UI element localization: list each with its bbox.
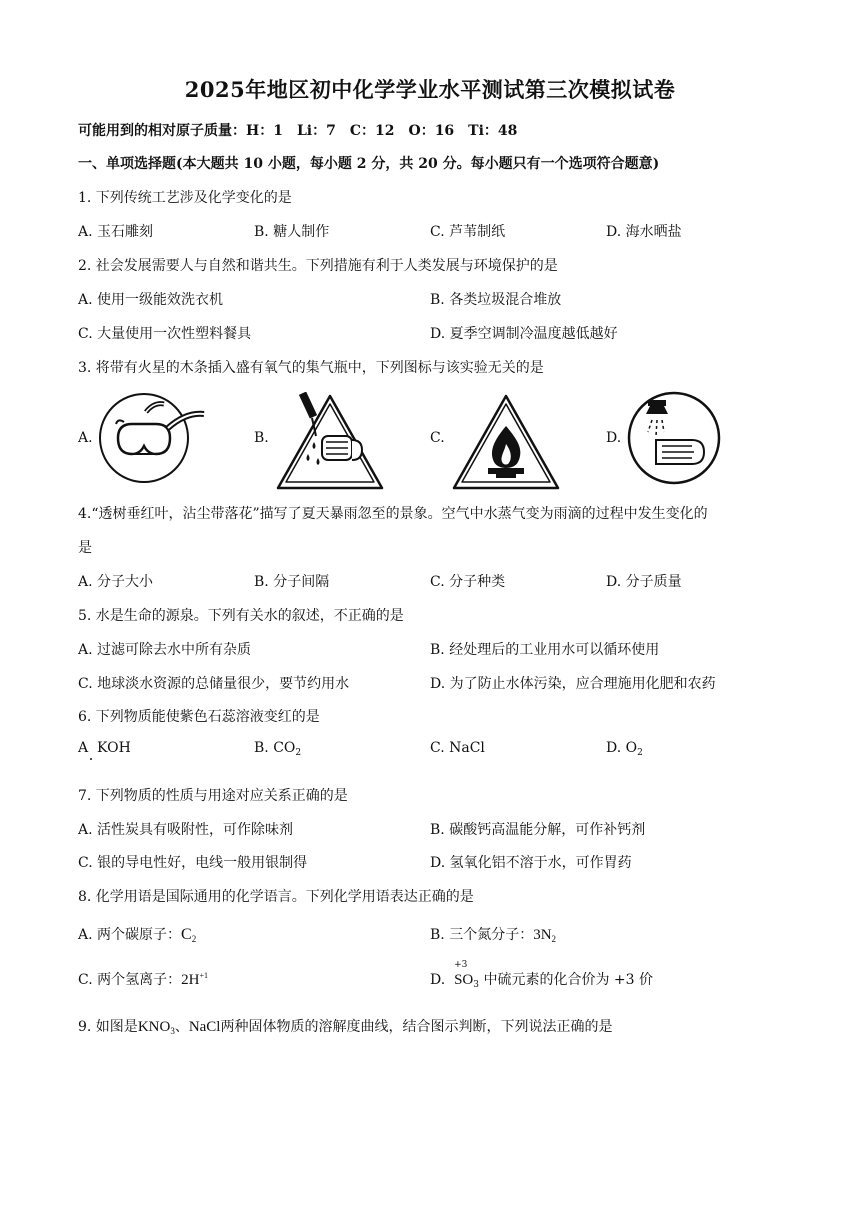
q2-option-c[interactable]: C. 大量使用一次性塑料餐具 <box>78 326 252 342</box>
q4-option-d[interactable]: D. 分子质量 <box>606 574 682 590</box>
q3-option-b[interactable]: B. <box>254 430 269 446</box>
q7-option-c[interactable]: C. 银的导电性好，电线一般用银制得 <box>78 855 308 871</box>
q9-nacl: NaCl <box>188 1019 221 1035</box>
q1-option-c[interactable]: C. 芦苇制纸 <box>430 224 506 240</box>
q8-option-a[interactable]: A. 两个碳原子：$C_2$ <box>78 926 197 944</box>
question-5-stem: 5. 水是生命的源泉。下列有关水的叙述，不正确的是 <box>78 608 404 624</box>
q5-option-c[interactable]: C. 地球淡水资源的总储量很少，要节约用水 <box>78 676 350 692</box>
stray-dot <box>90 758 92 760</box>
question-1-stem: 1. 下列传统工艺涉及化学变化的是 <box>78 190 292 206</box>
exam-title: 2025年地区初中化学学业水平测试第三次模拟试卷 <box>184 77 676 102</box>
q6-c-label: C. <box>430 740 445 756</box>
q8-d-charge: +3 <box>454 960 468 970</box>
q2-option-d[interactable]: D. 夏季空调制冷温度越低越好 <box>430 326 618 342</box>
q6-d-label: D. <box>606 740 622 756</box>
q6-option-c[interactable] <box>430 740 485 756</box>
question-2-stem: 2. 社会发展需要人与自然和谐共生。下列措施有利于人类发展与环境保护的是 <box>78 258 558 274</box>
question-8-stem: 8. 化学用语是国际通用的化学语言。下列化学用语表达正确的是 <box>78 889 474 905</box>
goggles-icon <box>98 392 210 484</box>
question-4-stem: 4.“透树垂红叶，沾尘带落花”描写了夏天暴雨忽至的景象。空气中水蒸气变为雨滴的过程中发生变化的 <box>78 506 708 522</box>
q7-option-a[interactable]: A. 活性炭具有吸附性，可作除味剂 <box>78 822 294 838</box>
q3-option-a[interactable]: A. <box>78 430 93 446</box>
q9-kno3: $KNO_3$ <box>137 1019 175 1036</box>
q6-a-formula: KOH <box>97 740 131 756</box>
q6-d-formula: $O_2$ <box>625 740 643 758</box>
q8-b-formula: $3N_2$ <box>533 927 557 944</box>
q3-option-c[interactable]: C. <box>430 430 445 446</box>
q6-option-a[interactable] <box>78 740 131 756</box>
q8-option-b[interactable]: B. 三个氮分子：$3N_2$ <box>430 927 557 944</box>
q5-option-a[interactable]: A. 过滤可除去水中所有杂质 <box>78 642 252 658</box>
q2-option-b[interactable]: B. 各类垃圾混合堆放 <box>430 292 562 308</box>
q8-d-formula: +3 $SO_3$ <box>454 960 480 990</box>
q7-option-b[interactable]: B. 碳酸钙高温能分解，可作补钙剂 <box>430 822 646 838</box>
q6-b-label: B. <box>254 740 269 756</box>
q7-option-d[interactable]: D. 氢氧化铝不溶于水，可作胃药 <box>430 855 632 871</box>
section-heading: 一、单项选择题(本大题共 10 小题，每小题 2 分，共 20 分。每小题只有一个选项符合题意) <box>78 156 660 172</box>
q2-option-a[interactable]: A. 使用一级能效洗衣机 <box>78 292 224 308</box>
q6-a-label: A <box>78 740 89 756</box>
q5-option-b[interactable]: B. 经处理后的工业用水可以循环使用 <box>430 642 660 658</box>
q6-b-formula: $CO_2$ <box>273 740 302 758</box>
q3-option-d[interactable]: D. <box>606 430 622 446</box>
q1-option-a[interactable]: A. 玉石雕刻 <box>78 224 154 240</box>
question-3-stem: 3. 将带有火星的木条插入盛有氧气的集气瓶中，下列图标与该实验无关的是 <box>78 360 544 376</box>
question-6-stem: 6. 下列物质能使紫色石蕊溶液变红的是 <box>78 709 320 725</box>
atomic-masses: 可能用到的相对原子质量：H：1 Li：7 C：12 O：16 Ti：48 <box>78 123 518 139</box>
q8-a-formula: $C_2$ <box>181 926 197 944</box>
flame-warning-icon <box>450 392 562 492</box>
corrosive-hand-icon <box>274 392 386 492</box>
q5-option-d[interactable]: D. 为了防止水体污染，应合理施用化肥和农药 <box>430 676 716 692</box>
question-4-stem-cont: 是 <box>78 540 92 556</box>
q4-option-c[interactable]: C. 分子种类 <box>430 574 506 590</box>
q8-option-d[interactable]: D. +3 $SO_3$ 中硫元素的化合价为 +3 价 <box>430 960 654 990</box>
q4-option-b[interactable]: B. 分子间隔 <box>254 574 330 590</box>
q6-option-d[interactable] <box>606 740 643 758</box>
q1-option-d[interactable]: D. 海水晒盐 <box>606 224 682 240</box>
question-7-stem: 7. 下列物质的性质与用途对应关系正确的是 <box>78 788 348 804</box>
q8-option-c[interactable]: C. 两个氢离子：$2H^{+1}$ <box>78 971 208 988</box>
q6-option-b[interactable] <box>254 740 301 758</box>
wash-hands-icon <box>626 390 722 486</box>
q1-option-b[interactable]: B. 糖人制作 <box>254 224 330 240</box>
q8-c-formula: $2H^{+1}$ <box>181 971 208 988</box>
question-9-stem: 9. 如图是$KNO_3$、NaCl两种固体物质的溶解度曲线，结合图示判断，下列说法正确的是 <box>78 1019 613 1036</box>
q4-option-a[interactable]: A. 分子大小 <box>78 574 154 590</box>
q6-c-formula: NaCl <box>449 740 485 756</box>
